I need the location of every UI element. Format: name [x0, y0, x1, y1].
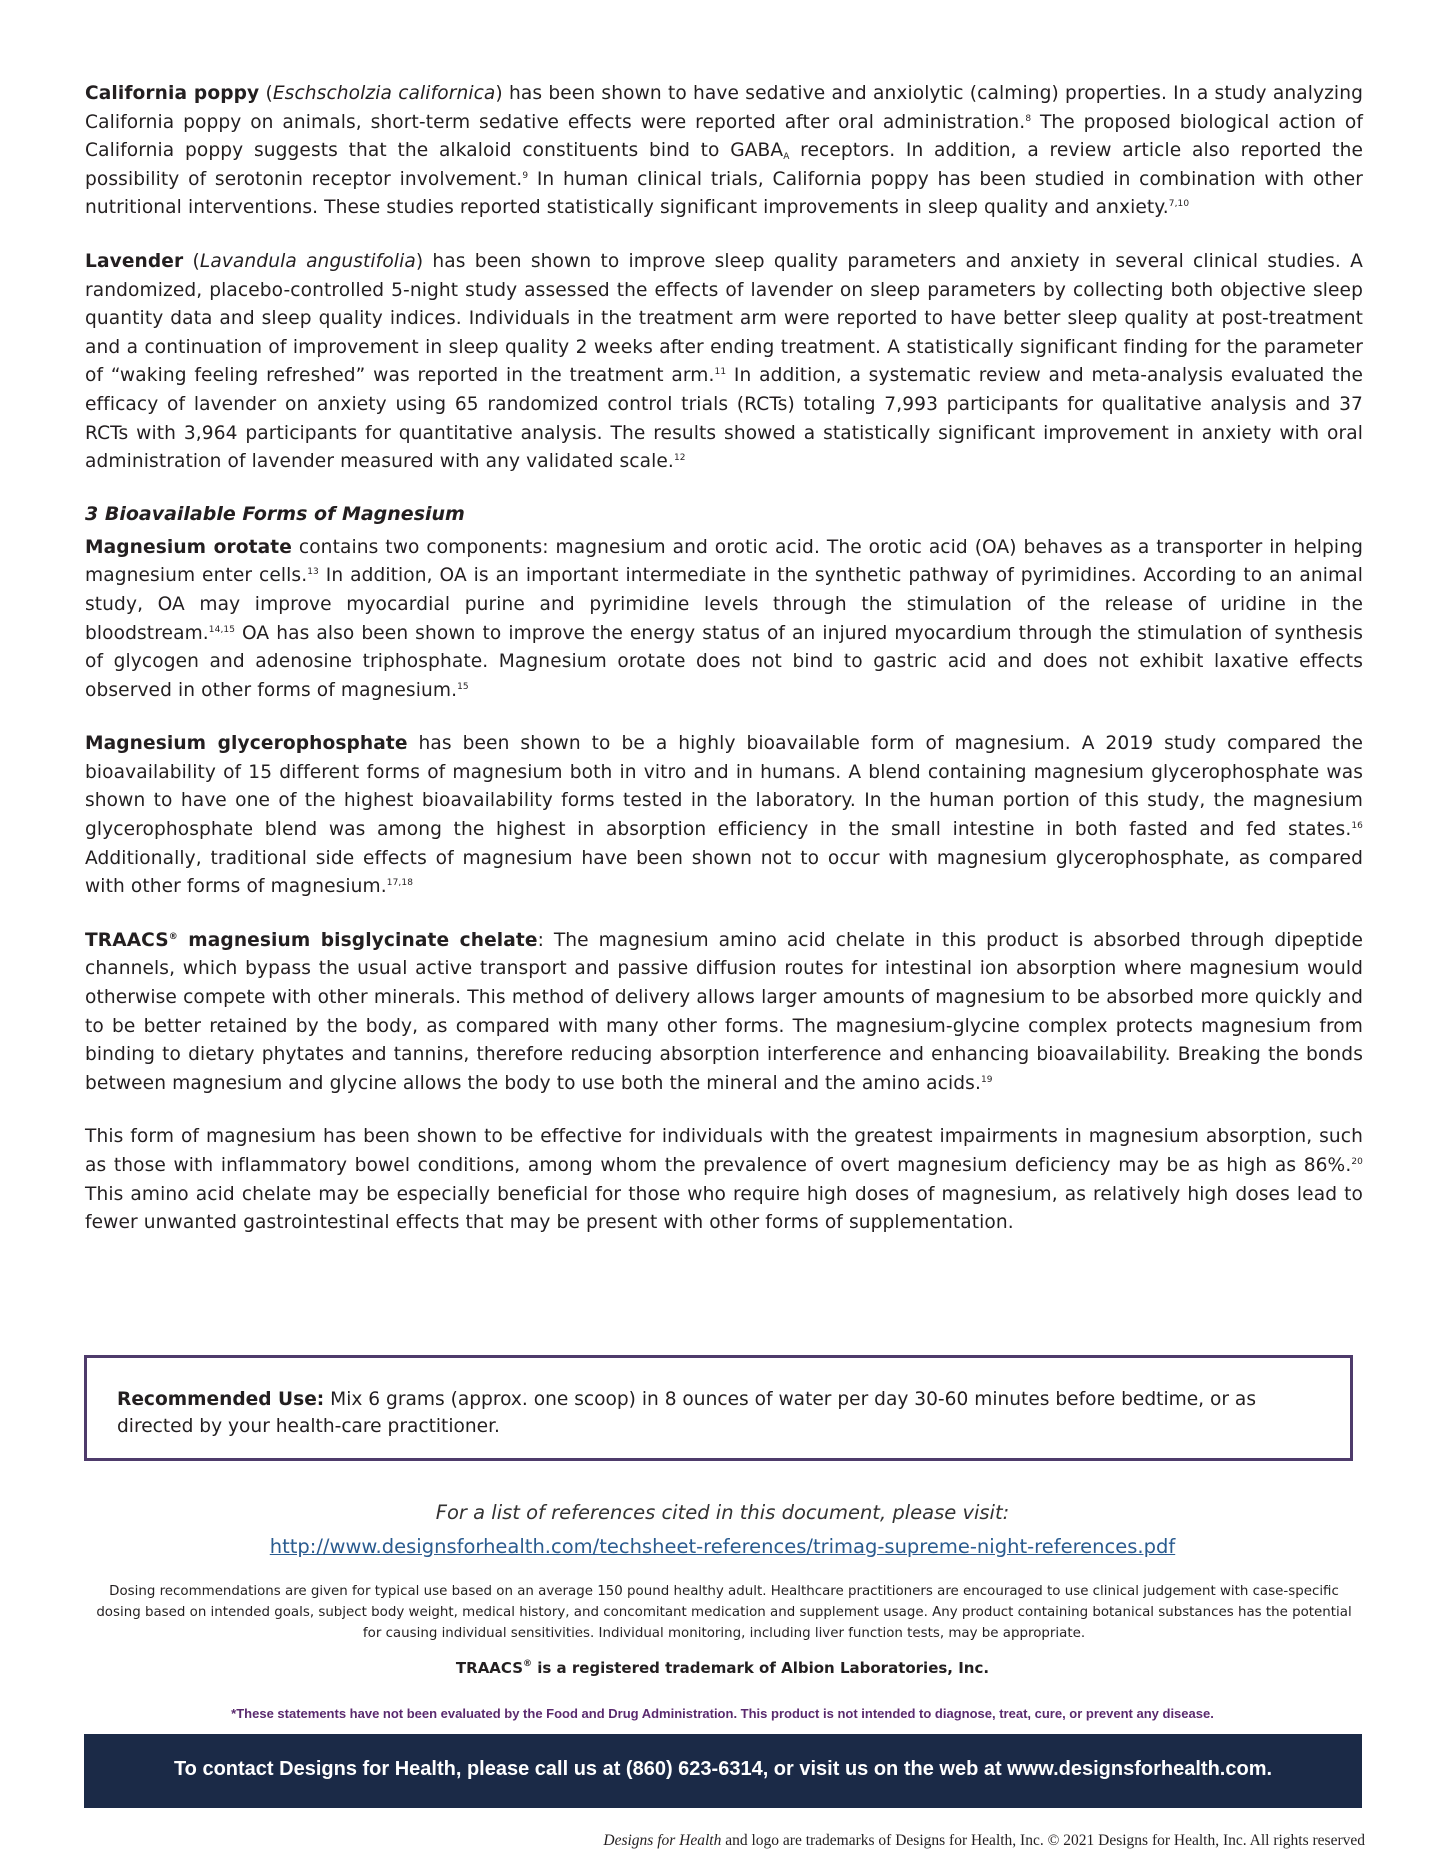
dosing-disclaimer: Dosing recommendations are given for typical use based on an average 150 pound healthy adult. Healthcare practitioners are encouraged to use clinical judgement with case-specific dosing based on intended goals, subject body weight, medical history, and concomitant medication and supplement usage. Any product containing botanical substances has the potential for causing individual sensitivities. Individual monitoring, including liver function tests, may be appropriate. [96, 1584, 1352, 1641]
citation: 17,18 [386, 878, 414, 889]
contact-bar [84, 1734, 1362, 1808]
california-poppy-paragraph: California poppy (Eschscholzia californica) has been shown to have sedative and anxiolytic (calming) properties. In a study analyzing California poppy on animals, short-term sedative effects were reported after oral administration.$^8$ The proposed biological action of California poppy suggests that the alkaloid constituents bind to $GABA_A$ receptors. In addition, a review article also reported the possibility of serotonin receptor involvement.$^9$ In human clinical trials, California poppy has been studied in combination with other nutritional interventions. These studies reported statistically significant improvements in sleep quality and anxiety.$^{7,10}$ [85, 83, 1364, 219]
california-poppy-term: California poppy [85, 83, 260, 104]
citation: 20 [1351, 1157, 1363, 1167]
references-intro: For a list of references cited in this document, please visit: [435, 1501, 1010, 1524]
citation: 9 [522, 170, 529, 181]
magnesium-glycerophosphate-term: Magnesium glycerophosphate [85, 733, 408, 755]
citation: 11 [714, 367, 727, 378]
section-heading: 3 Bioavailable Forms of Magnesium [85, 502, 465, 525]
magnesium-orotate-paragraph: Magnesium orotate contains two components: magnesium and orotic acid. The orotic acid (OA) behaves as a transporter in helping magnesium enter cells.$^{13}$ In addition, OA is an important intermediate in the synthetic pathway of pyrimidines. According to an animal study, OA may improve myocardial purine and pyrimidine levels through the stimulation of the release of uridine in the bloodstream.$^{14,15}$ OA has also been shown to improve the energy status of an injured myocardium through the stimulation of synthesis of glycogen and adenosine triphosphate. Magnesium orotate does not bind to gastric acid and does not exhibit laxative effects observed in other forms of magnesium.$^{15}$ [85, 536, 1363, 701]
citation: 13 [307, 567, 319, 578]
california-poppy-latin: Eschscholzia californica [272, 83, 496, 104]
references-link[interactable]: http://www.designsforhealth.com/techsheet-references/trimag-supreme-night-references.pdf [269, 1535, 1176, 1558]
lavender-latin: Lavandula angustifolia [199, 250, 416, 272]
lavender-term: Lavender [85, 250, 184, 272]
copyright-footer: Designs for Health and logo are trademarks of Designs for Health, Inc. © 2021 Designs for Health, Inc. All rights reserved [603, 1832, 1365, 1849]
traacs-term: TRAACS® magnesium bisglycinate chelate [85, 929, 538, 951]
traacs-paragraph: TRAACS® magnesium bisglycinate chelate: The magnesium amino acid chelate in this product is absorbed through dipeptide channels, which bypass the usual active transport and passive diffusion routes for intestinal ion absorption where magnesium would otherwise compete with other minerals. This method of delivery allows larger amounts of magnesium to be absorbed more quickly and to be better retained by the body, as compared with many other forms. The magnesium-glycine complex protects magnesium from binding to dietary phytates and tannins, therefore reducing absorption interference and enhancing bioavailability. Breaking the bonds between magnesium and glycine allows the body to use both the mineral and the amino acids.$^{19}$ [85, 929, 1363, 1094]
body-content [85, 80, 1363, 1263]
magnesium-glycerophosphate-paragraph: Magnesium glycerophosphate has been shown to be a highly bioavailable form of magnesium. A 2019 study compared the bioavailability of 15 different forms of magnesium both in vitro and in humans. A blend containing magnesium glycerophosphate was shown to have one of the highest bioavailability forms tested in the laboratory. In the human portion of this study, the magnesium glycerophosphate blend was among the highest in absorption efficiency in the small intestine in both fasted and fed states.$^{16}$ Additionally, traditional side effects of magnesium have been shown not to occur with magnesium glycerophosphate, as compared with other forms of magnesium.$^{17,18}$ [85, 733, 1363, 898]
citation: 7,10 [1168, 199, 1190, 210]
citation: 15 [457, 681, 469, 692]
citation: 19 [980, 1074, 993, 1085]
recommended-use-text: Recommended Use: Mix 6 grams (approx. one scoop) in 8 ounces of water per day 30-60 minutes before bedtime, or as directed by your health-care practitioner. [117, 1389, 1257, 1437]
contact-text: To contact Designs for Health, please call us at (860) 623-6314, or visit us on the web at www.designsforhealth.com. [173, 1758, 1273, 1780]
citation: 16 [1351, 821, 1363, 832]
lavender-paragraph: Lavender (Lavandula angustifolia) has been shown to improve sleep quality parameters and anxiety in several clinical studies. A randomized, placebo-controlled 5-night study assessed the effects of lavender on sleep parameters by collecting both objective sleep quantity data and sleep quality indices. Individuals in the treatment arm were reported to have better sleep quality at post-treatment and a continuation of improvement in sleep quality 2 weeks after ending treatment. A statistically significant finding for the parameter of “waking feeling refreshed” was reported in the treatment arm.$^{11}$ In addition, a systematic review and meta-analysis evaluated the efficacy of lavender on anxiety using 65 randomized control trials (RCTs) totaling 7,993 participants for qualitative analysis and 37 RCTs with 3,964 participants for quantitative analysis. The results showed a statistically significant improvement in anxiety with oral administration of lavender measured with any validated scale.$^{12}$ [85, 250, 1363, 473]
registered-mark: ® [523, 1659, 532, 1669]
subscript: A [783, 152, 790, 163]
brand-name: Designs for Health [603, 1832, 722, 1849]
magnesium-orotate-term: Magnesium orotate [85, 536, 292, 558]
citation: 8 [1025, 113, 1032, 124]
registered-mark: ® [168, 931, 178, 942]
magnesium-form-paragraph: This form of magnesium has been shown to be effective for individuals with the greatest impairments in magnesium absorption, such as those with inflammatory bowel conditions, among whom the prevalence of overt magnesium deficiency may be as high as 86%.$^{20}$ This amino acid chelate may be especially beneficial for those who require high doses of magnesium, as relatively high doses lead to fewer unwanted gastrointestinal effects that may be present with other forms of supplementation. [85, 1126, 1363, 1234]
traacs-trademark-notice: TRAACS® is a registered trademark of Albion Laboratories, Inc. [455, 1659, 990, 1677]
citation: 14,15 [208, 624, 236, 635]
recommended-use-box [84, 1355, 1353, 1461]
citation: 12 [673, 453, 686, 464]
recommended-use-label: Recommended Use: [117, 1389, 325, 1410]
fda-statement: *These statements have not been evaluated by the Food and Drug Administration. This product is not intended to diagnose, treat, cure, or prevent any disease. [231, 1706, 1214, 1721]
